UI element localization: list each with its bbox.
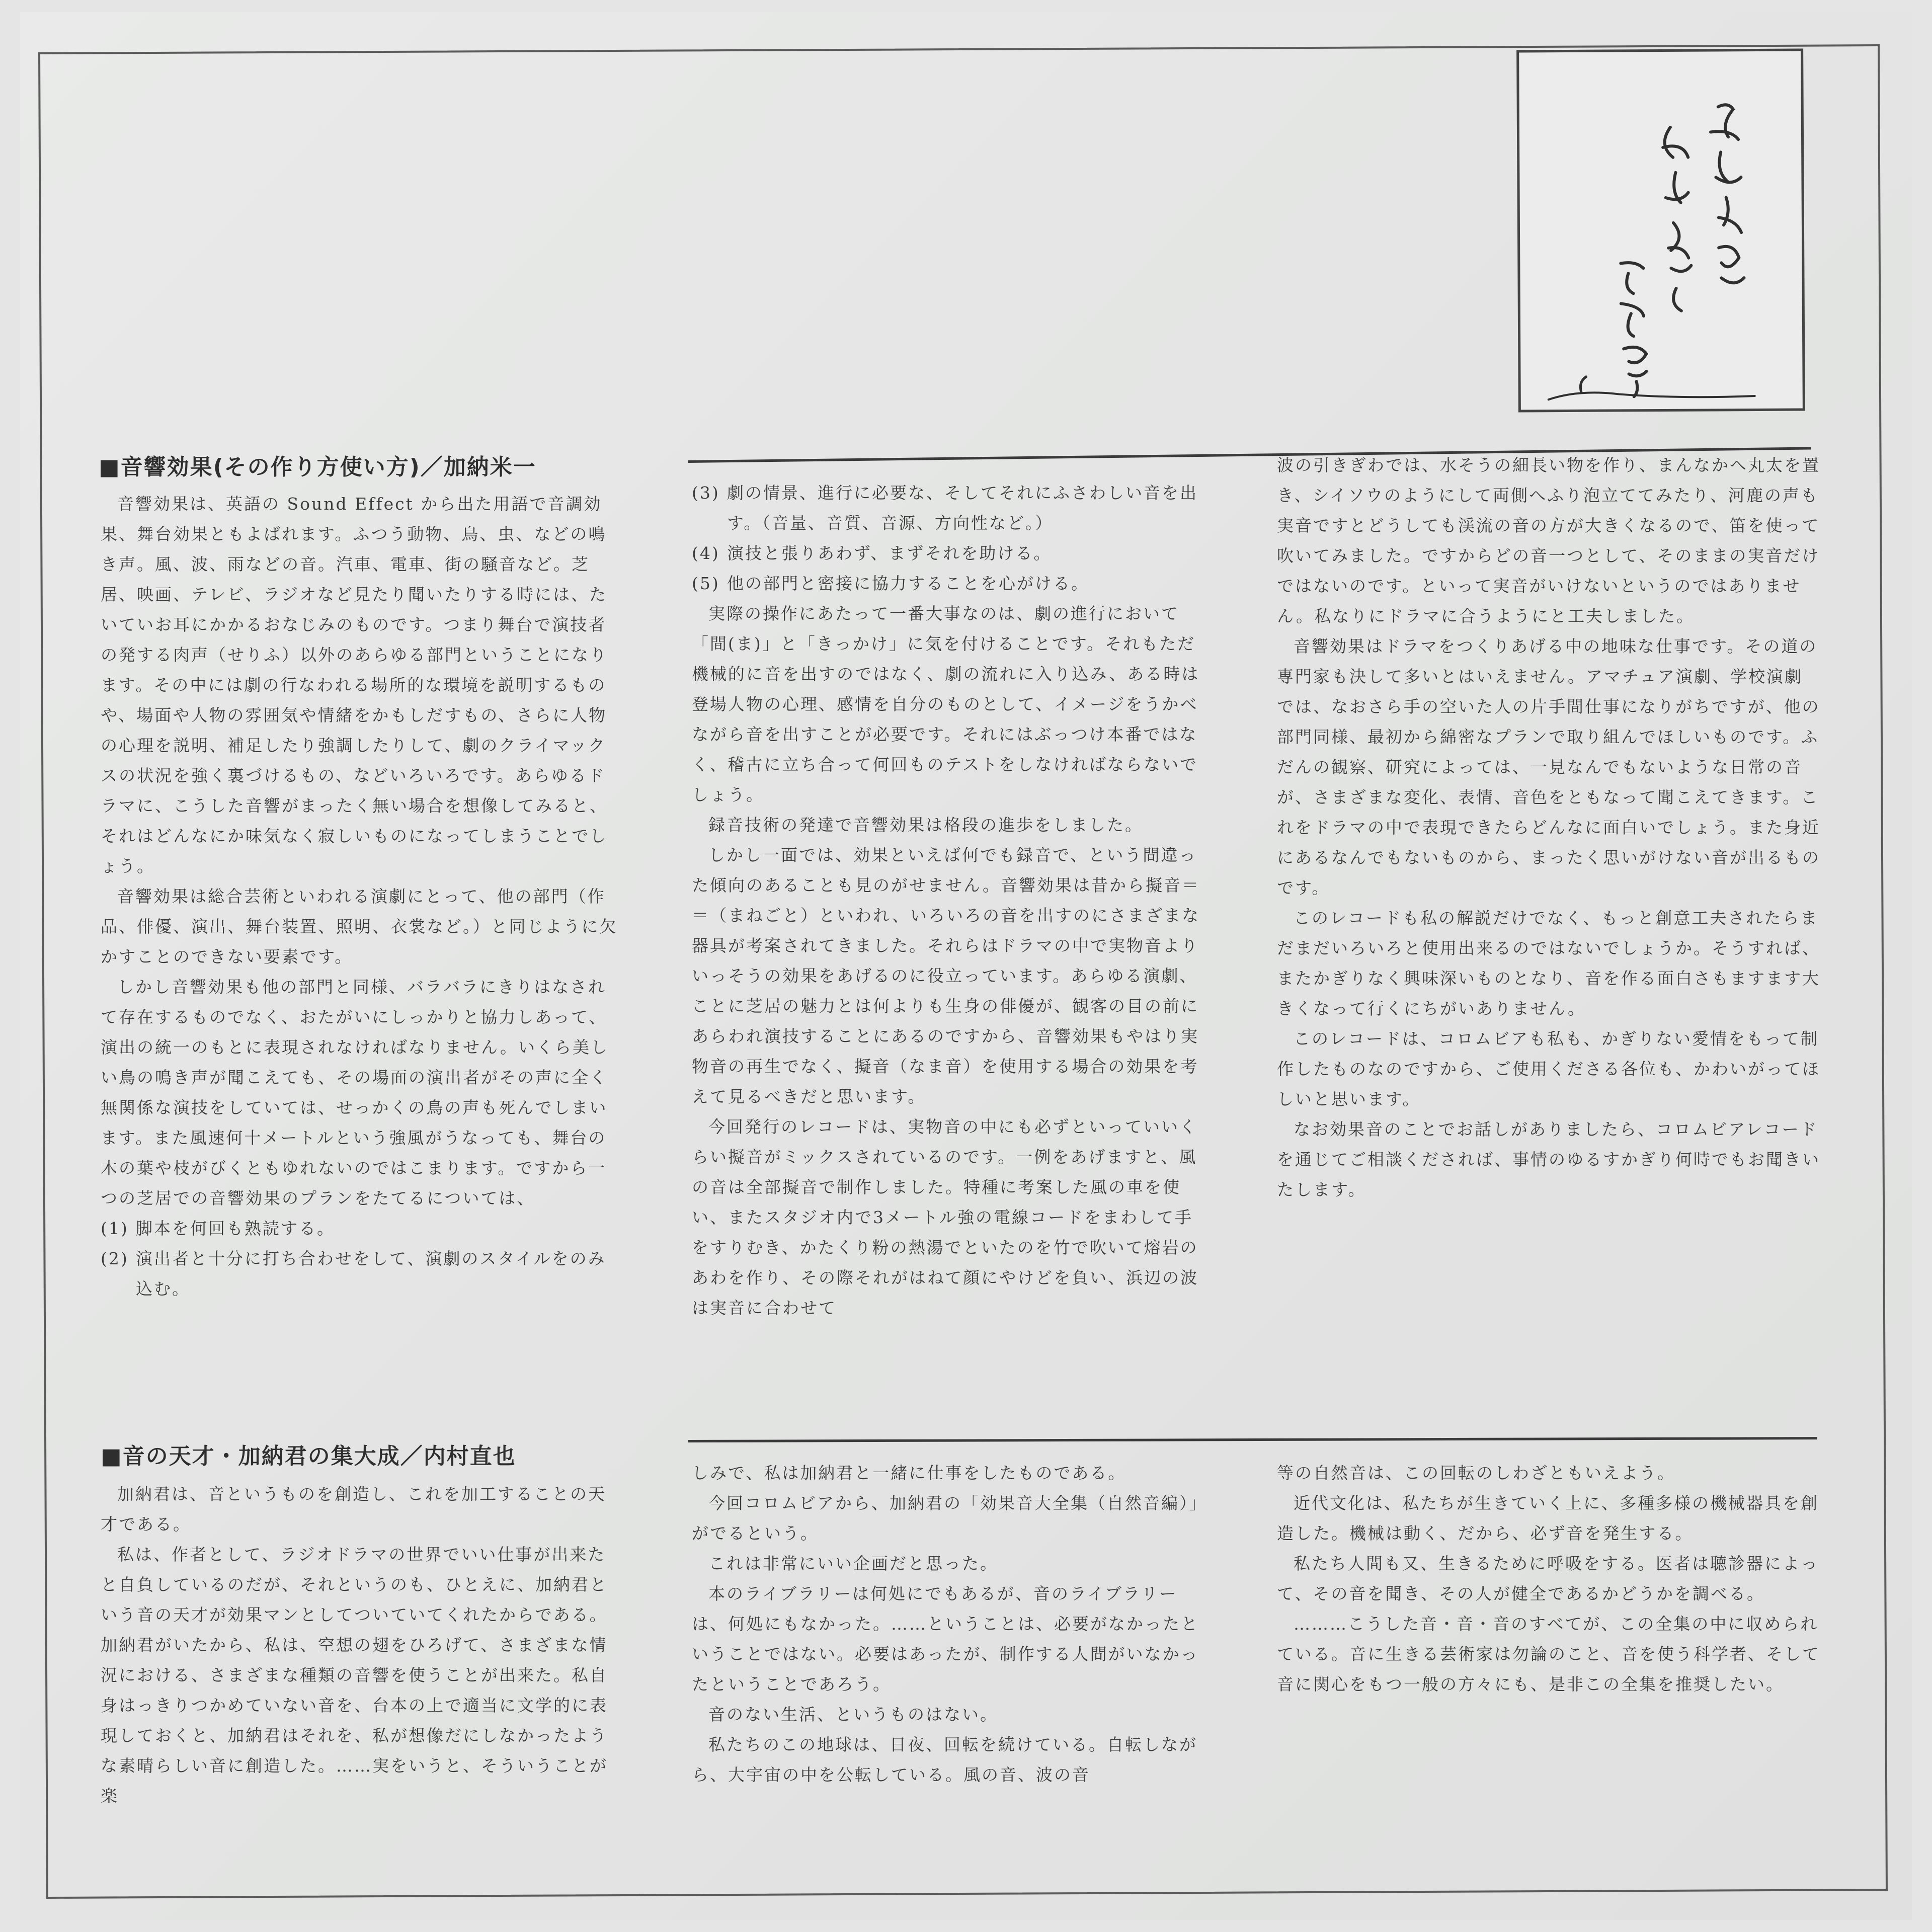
paragraph: これは非常にいい企画だと思った。 [708,1554,998,1573]
paragraph: 今回発行のレコードは、実物音の中にも必ずといっていいくらい擬音がミックスされているのです。一例をあげますと、風の音は全部擬音で制作しました。特種に考案した風の車を使い、またスタジオ内で3メートル強の電線コードをまわして手をすりむき、かたくり粉の熱湯でといたのを竹で吹いて熔岩のあわを作り、その際それがはねて顔にやけどを負い、浜辺の波は実音に合わせて [692,1117,1199,1318]
paragraph: 等の自然音は、この回転のしわざともいえよう。 [1277,1463,1675,1483]
paragraph: 波の引きぎわでは、水そうの細長い物を作り、まんなかへ丸太を置き、シイソウのようにして両側へふり泡立ててみたり、河鹿の声も実音ですとどうしても渓流の音の方が大きくなるので、笛を使って吹いてみました。ですからどの音一つとして、そのままの実音だけではないのです。といって実音がいけないというのではありません。私なりにドラマに合うようにと工夫しました。 [1277,455,1820,626]
section1-column-3 [1277,450,1820,1205]
section1-heading: ■音響効果(その作り方使い方)／加納米一 [99,454,536,480]
paragraph: 録音技術の発達で音響効果は格段の進歩をしました。 [708,815,1143,835]
section1-column-2 [692,478,1202,1323]
paragraph: しかし音響効果も他の部門と同様、バラバラにきりはなされて存在するものでなく、おたがいにしっかりと協力しあって、演出の統一のもとに表現されなければなりません。いくら美しい鳥の鳴き声が聞こえても、その場面の演出者がその声に全く無関係な演技をしていては、せっかくの鳥の声も死んでしまいます。また風速何十メートルという強風がうなっても、舞台の木の葉や枝がびくともゆれないのではこまります。ですから一つの芝居での音響効果のプランをたてるについては、 [101,977,609,1208]
list-number: (2) [101,1249,129,1268]
list-text: 脚本を何回も熟読する。 [136,1219,335,1238]
list-number: (5) [692,574,720,593]
paragraph: 私たち人間も又、生きるために呼吸をする。医者は聴診器によって、その音を聞き、その人が健全であるかどうかを調べる。 [1277,1554,1819,1603]
paragraph: 私たちのこの地球は、日夜、回転を続けている。自転しながら、大宇宙の中を公転している。風の音、波の音 [692,1735,1197,1785]
list-item [692,569,1202,599]
paragraph: 今回コロムビアから、加納君の「効果音大全集（自然音編）」がでるという。 [692,1493,1199,1543]
paragraph: 私は、作者として、ラジオドラマの世界でいい仕事が出来たと自負しているのだが、それというのも、ひとえに、加納君という音の天才が効果マンとしてついていてくれたからである。加納君がいたから、私は、空想の翅をひろげて、さまざまな情況における、さまざまな種類の音響を使うことが出来た。私自身はっきりつかめていない音を、台本の上で適当に文学的に表現しておくと、加納君はそれを、私が想像だにしなかったような素晴らしい音に創造した。……実をいうと、そういうことが楽 [101,1545,608,1806]
paragraph: 実際の操作にあたって一番大事なのは、劇の進行において「間(ま)」と「きっかけ」に気を付けることです。それもただ機械的に音を出すのではなく、劇の流れに入り込み、ある時は登場人物の心理、感情を自分のものとして、イメージをうかべながら音を出すことが必要です。それにはぶっつけ本番ではなく、稽古に立ち合って何回ものテストをしなければならないでしょう。 [692,604,1200,804]
list-item [692,478,1202,538]
paragraph: しかし一面では、効果といえば何でも録音で、という間違った傾向のあることも見のがせません。音響効果は昔から擬音＝＝（まねごと）といわれ、いろいろの音を出すのにさまざまな器具が考案されてきました。それらはドラマの中で実物音よりいっそうの効果をあげるのに役立っています。あらゆる演劇、ことに芝居の魅力とは何よりも生身の俳優が、観客の目の前にあらわれ演技することにあるのですから、音響効果もやはり実物音の再生でなく、擬音（なま音）を使用する場合の効果を考えて見るべきだと思います。 [692,845,1200,1106]
paragraph: 加納君は、音というものを創造し、これを加工することの天才である。 [101,1484,606,1534]
list-text: 他の部門と密接に協力することを心がける。 [727,574,1089,593]
section2-column-1 [101,1479,619,1811]
paragraph: しみで、私は加納君と一緒に仕事をしたものである。 [692,1463,1126,1483]
paragraph: なお効果音のことでお話しがありましたら、コロムビアレコードを通じてご相談くだされば、事情のゆるすかぎり何時でもお聞きいたします。 [1277,1119,1820,1199]
list-text: 演技と張りあわず、まずそれを助ける。 [727,543,1052,563]
section1-column-1 [101,489,619,1304]
list-text: 演出者と十分に打ち合わせをして、演劇のスタイルをのみ込む。 [136,1249,606,1299]
list-number: (3) [692,483,720,503]
calligraphy-signature-image [1519,51,1803,410]
list-number: (1) [101,1219,129,1238]
list-text: 劇の情景、進行に必要な、そしてそれにふさわしい音を出す。（音量、音質、音源、方向性など。） [727,483,1198,533]
section2-column-2 [692,1458,1202,1790]
paragraph: 音響効果は、英語の Sound Effect から出た用語で音調効果、舞台効果ともよばれます。ふつう動物、鳥、虫、などの鳴き声。風、波、雨などの音。汽車、電車、街の騒音など。芝居、映画、テレビ、ラジオなど見たり聞いたりする時には、たいていお耳にかかるおなじみのものです。つまり舞台で演技者の発する肉声（せりふ）以外のあらゆる部門ということになります。その中には劇の行なわれる場所的な環境を説明するものや、場面や人物の雰囲気や情緒をかもしだすもの、さらに人物の心理を説明、補足したり強調したりして、劇のクライマックスの状況を強く裏づけるもの、などいろいろです。あらゆるドラマに、こうした音響がまったく無い場合を想像してみると、それはどんなにか味気なく寂しいものになってしまうことでしょう。 [101,494,608,876]
paragraph: 本のライブラリーは何処にでもあるが、音のライブラリーは、何処にもなかった。……ということは、必要がなかったということではない。必要はあったが、制作する人間がいなかったということであろう。 [692,1584,1199,1694]
list-number: (4) [692,543,720,563]
paragraph: 音響効果は総合芸術といわれる演劇にとって、他の部門（作品、俳優、演出、舞台装置、照明、衣裳など。）と同じように欠かすことのできない要素です。 [101,887,618,967]
list-item [692,538,1202,569]
paragraph: このレコードは、コロムビアも私も、かぎりない愛情をもって制作したものなのですから、ご使用くださる各位も、かわいがってほしいと思います。 [1277,1029,1820,1109]
list-item [101,1214,619,1244]
section2-heading: ■音の天才・加納君の集大成／内村直也 [101,1443,516,1469]
paragraph: ………こうした音・音・音のすべてが、この全集の中に収められている。音に生きる芸術家は勿論のこと、音を使う科学者、そして音に関心をもつ一般の方々にも、是非この全集を推奨したい。 [1277,1614,1820,1694]
calligraphy-box [1516,49,1805,413]
paragraph: このレコードも私の解説だけでなく、もっと創意工夫されたらまだまだいろいろと使用出来るのではないでしょうか。そうすれば、またかぎりなく興味深いものとなり、音を作る面白さもますます大きくなって行くにちがいありません。 [1277,908,1820,1018]
paragraph: 近代文化は、私たちが生きていく上に、多種多様の機械器具を創造した。機械は動く、だから、必ず音を発生する。 [1277,1493,1819,1543]
paragraph: 音響効果はドラマをつくりあげる中の地味な仕事です。その道の専門家も決して多いとはいえません。アマチュア演劇、学校演劇では、なおさら手の空いた人の片手間仕事になりがちですが、他の部門同様、最初から綿密なプランで取り組んでほしいものです。ふだんの観察、研究によっては、一見なんでもないような日常の音が、さまざまな変化、表情、音色をともなって聞こえてきます。これをドラマの中で表現できたらどんなに面白いでしょう。また身近にあるなんでもないものから、まったく思いがけない音が出るものです。 [1277,636,1820,898]
paragraph: 音のない生活、というものはない。 [708,1705,998,1724]
list-item [101,1244,619,1304]
section2-column-3 [1277,1458,1820,1700]
